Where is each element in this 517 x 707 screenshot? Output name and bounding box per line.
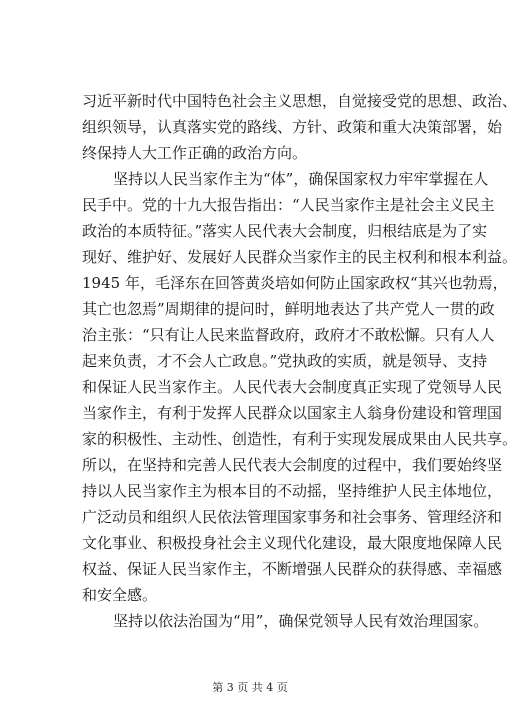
text-line: 治主张：“只有让人民来监督政府，政府才不敢松懈。只有人人 [82,326,495,344]
text-line: 和安全感。 [82,586,158,604]
text-line: 民手中。党的十九大报告指出：“人民当家作主是社会主义民主 [82,196,495,214]
page-footer: 第 3 页 共 4 页 [212,681,288,694]
text-line: 广泛动员和组织人民依法管理国家事务和社会事务、管理经济和 [82,508,503,526]
text-line: 1945 年，毛泽东在回答黄炎培如何防止国家政权“其兴也勃焉， [82,274,508,292]
text-line: 文化事业、积极投身社会主义现代化建设，最大限度地保障人民 [82,534,503,552]
text-line: 持以人民当家作主为根本目的不动摇，坚持维护人民主体地位， [82,482,503,500]
text-line: 权益、保证人民当家作主，不断增强人民群众的获得感、幸福感 [82,560,503,578]
text-line: 现好、维护好、发展好人民群众当家作主的民主权利和根本利益。 [82,248,517,266]
paragraph-first-line: 坚持以依法治国为“用”，确保党领导人民有效治理国家。 [113,612,489,630]
text-line: 习近平新时代中国特色社会主义思想，自觉接受党的思想、政治、 [82,92,517,110]
text-line: 组织领导，认真落实党的路线、方针、政策和重大决策部署，始 [82,118,503,136]
text-line: 其亡也忽焉”周期律的提问时，鲜明地表达了共产党人一贯的政 [82,300,495,318]
text-line: 起来负责，才不会人亡政息。”党执政的实质，就是领导、支持 [82,352,488,370]
text-line: 和保证人民当家作主。人民代表大会制度真正实现了党领导人民 [82,378,503,396]
text-line: 所以，在坚持和完善人民代表大会制度的过程中，我们要始终坚 [82,456,503,474]
text-line: 家的积极性、主动性、创造性，有利于实现发展成果由人民共享。 [82,430,517,448]
text-line: 政治的本质特征。”落实人民代表大会制度，归根结底是为了实 [82,222,488,240]
text-line: 终保持人大工作正确的政治方向。 [82,144,308,162]
paragraph-first-line: 坚持以人民当家作主为“体”，确保国家权力牢牢掌握在人 [113,170,489,188]
text-line: 当家作主，有利于发挥人民群众以国家主人翁身份建设和管理国 [82,404,503,422]
